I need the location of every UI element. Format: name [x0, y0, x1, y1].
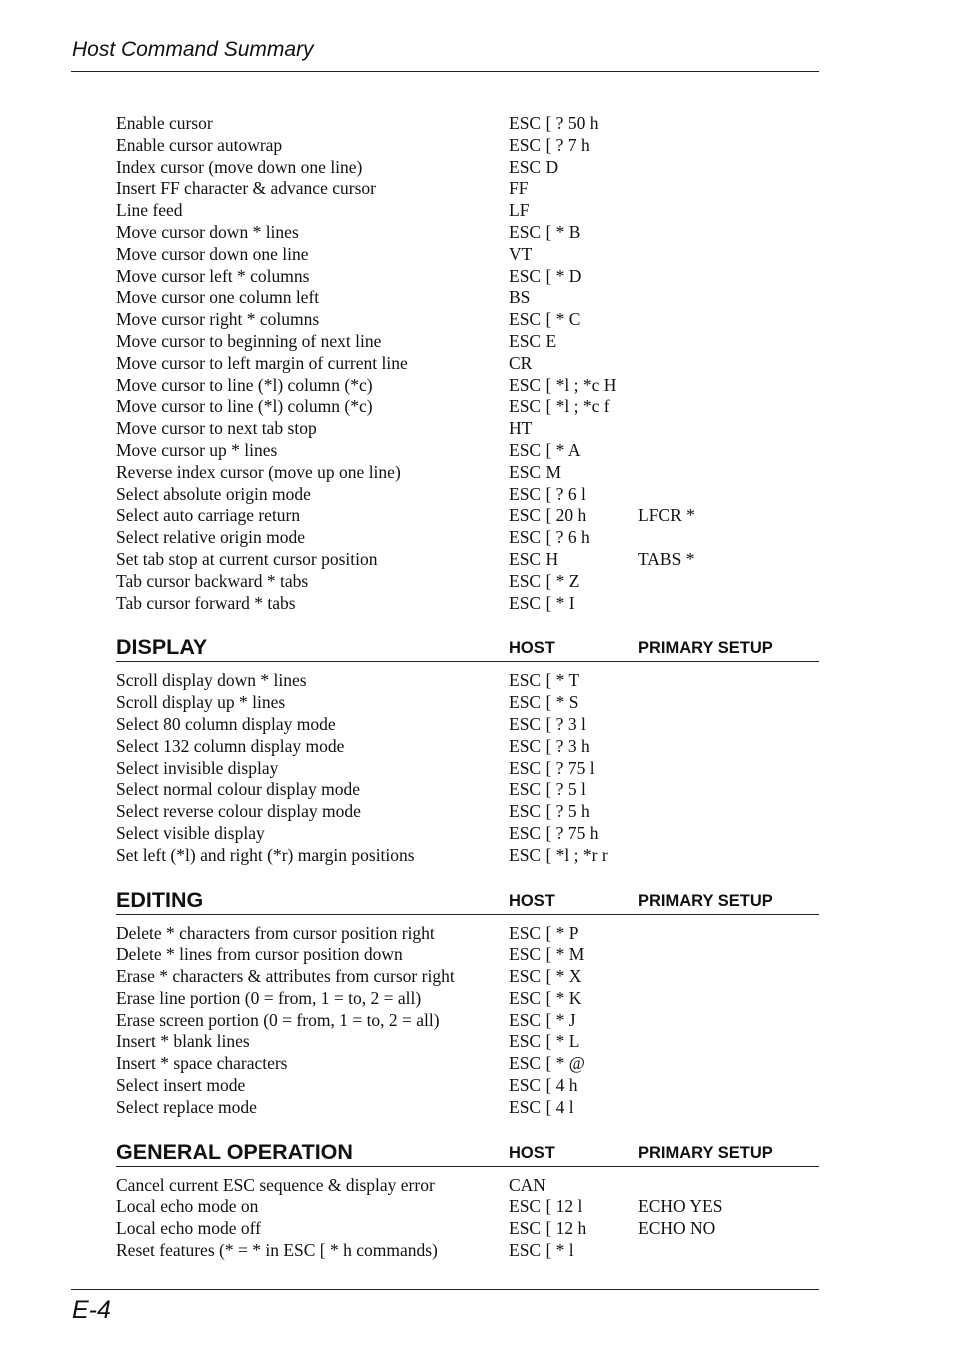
- command-description: Tab cursor forward * tabs: [116, 592, 296, 613]
- command-description: Reset features (* = * in ESC [ * h commands): [116, 1240, 438, 1261]
- setup-option: [638, 736, 819, 758]
- host-sequence: ESC [ * @: [509, 1053, 585, 1074]
- section-header: [116, 886, 819, 915]
- setup-option: [638, 571, 819, 593]
- setup-option: [638, 823, 819, 845]
- setup-option: TABS *: [638, 548, 695, 569]
- footer-rule: [71, 1289, 819, 1290]
- command-row: [116, 309, 819, 331]
- command-description: Enable cursor: [116, 113, 213, 133]
- section-rows: [116, 670, 819, 866]
- command-description: Insert FF character & advance cursor: [116, 178, 376, 199]
- setup-option: [638, 157, 819, 179]
- setup-option: [638, 331, 819, 353]
- setup-option: [638, 244, 819, 266]
- host-sequence: ESC [ ? 6 l: [509, 483, 586, 504]
- command-description: Select normal colour display mode: [116, 779, 360, 800]
- command-row: [116, 923, 819, 945]
- host-sequence: ESC D: [509, 156, 559, 177]
- command-row: [116, 670, 819, 692]
- host-column-heading: HOST: [509, 1143, 555, 1162]
- command-row: [116, 353, 819, 375]
- command-description: Erase screen portion (0 = from, 1 = to, 2 = all): [116, 1009, 440, 1030]
- host-sequence: VT: [509, 243, 533, 264]
- setup-option: [638, 222, 819, 244]
- command-row: [116, 178, 819, 200]
- command-row: [116, 1240, 819, 1262]
- section-title: EDITING: [116, 887, 204, 912]
- command-description: Move cursor right * columns: [116, 309, 320, 330]
- command-description: Delete * characters from cursor position right: [116, 922, 435, 943]
- host-sequence: HT: [509, 418, 533, 439]
- command-description: Insert * space characters: [116, 1053, 288, 1074]
- setup-option: [638, 1240, 819, 1262]
- setup-option: [638, 923, 819, 945]
- setup-option: [638, 113, 819, 135]
- host-sequence: ESC [ *l ; *r r: [509, 844, 608, 865]
- command-description: Select 80 column display mode: [116, 713, 336, 734]
- cursor-commands-list: [116, 113, 819, 614]
- setup-option: [638, 309, 819, 331]
- setup-option: [638, 670, 819, 692]
- host-sequence: ESC [ * J: [509, 1009, 576, 1030]
- host-sequence: ESC [ * A: [509, 439, 581, 460]
- host-sequence: ESC [ * P: [509, 922, 579, 943]
- host-sequence: ESC [ * L: [509, 1031, 580, 1052]
- command-description: Select 132 column display mode: [116, 735, 345, 756]
- command-description: Select replace mode: [116, 1096, 257, 1117]
- command-description: Move cursor to left margin of current line: [116, 352, 408, 373]
- setup-option: [638, 462, 819, 484]
- host-sequence: ESC [ * T: [509, 670, 580, 691]
- host-sequence: ESC [ ? 3 h: [509, 735, 590, 756]
- setup-option: [638, 396, 819, 418]
- command-row: [116, 758, 819, 780]
- command-description: Scroll display down * lines: [116, 670, 307, 691]
- command-description: Move cursor to line (*l) column (*c): [116, 374, 373, 395]
- setup-option: [638, 593, 819, 615]
- command-description: Select insert mode: [116, 1075, 246, 1096]
- command-row: [116, 714, 819, 736]
- command-row: [116, 222, 819, 244]
- command-row: [116, 692, 819, 714]
- host-sequence: ESC [ ? 3 l: [509, 713, 586, 734]
- command-description: Move cursor down one line: [116, 243, 309, 264]
- setup-option: [638, 440, 819, 462]
- host-sequence: ESC [ * K: [509, 987, 582, 1008]
- setup-option: [638, 527, 819, 549]
- command-description: Insert * blank lines: [116, 1031, 250, 1052]
- command-description: Scroll display up * lines: [116, 692, 286, 713]
- command-description: Select invisible display: [116, 757, 279, 778]
- command-row: [116, 823, 819, 845]
- command-row: [116, 1010, 819, 1032]
- command-sections: [116, 633, 819, 1262]
- setup-column-heading: PRIMARY SETUP: [638, 639, 773, 658]
- host-sequence: ESC [ * X: [509, 966, 582, 987]
- host-sequence: ESC [ * S: [509, 692, 579, 713]
- setup-column-heading: PRIMARY SETUP: [638, 1143, 773, 1162]
- setup-option: LFCR *: [638, 505, 695, 526]
- command-description: Select reverse colour display mode: [116, 801, 361, 822]
- host-sequence: BS: [509, 287, 531, 308]
- host-sequence: ESC [ ? 50 h: [509, 113, 599, 133]
- command-row: [116, 505, 819, 527]
- command-row: [116, 266, 819, 288]
- host-sequence: ESC M: [509, 461, 562, 482]
- command-row: [116, 845, 819, 867]
- setup-option: [638, 845, 819, 867]
- command-description: Move cursor to beginning of next line: [116, 330, 382, 351]
- setup-option: [638, 135, 819, 157]
- command-description: Cancel current ESC sequence & display error: [116, 1174, 435, 1195]
- command-row: [116, 462, 819, 484]
- section-rows: [116, 1175, 819, 1262]
- command-row: [116, 549, 819, 571]
- setup-option: [638, 1097, 819, 1119]
- host-sequence: ESC [ *l ; *c H: [509, 374, 617, 395]
- setup-option: [638, 266, 819, 288]
- host-sequence: ESC [ ? 5 h: [509, 801, 590, 822]
- host-sequence: LF: [509, 200, 530, 221]
- command-description: Move cursor to next tab stop: [116, 418, 317, 439]
- setup-option: [638, 484, 819, 506]
- command-table: [116, 113, 819, 1262]
- section-header: [116, 1138, 819, 1167]
- setup-option: [638, 178, 819, 200]
- command-row: [116, 287, 819, 309]
- command-row: [116, 135, 819, 157]
- command-description: Move cursor one column left: [116, 287, 320, 308]
- host-sequence: ESC [ * M: [509, 944, 585, 965]
- host-sequence: ESC [ * I: [509, 592, 575, 613]
- command-description: Select auto carriage return: [116, 505, 301, 526]
- command-description: Erase line portion (0 = from, 1 = to, 2 = all): [116, 987, 422, 1008]
- setup-option: [638, 353, 819, 375]
- command-row: [116, 113, 819, 135]
- command-row: [116, 157, 819, 179]
- command-row: [116, 944, 819, 966]
- host-sequence: ESC [ * D: [509, 265, 582, 286]
- command-row: [116, 736, 819, 758]
- command-row: [116, 966, 819, 988]
- host-sequence: ESC E: [509, 330, 557, 351]
- setup-option: [638, 1075, 819, 1097]
- setup-option: [638, 200, 819, 222]
- host-column-heading: HOST: [509, 891, 555, 910]
- command-row: [116, 331, 819, 353]
- command-description: Move cursor to line (*l) column (*c): [116, 396, 373, 417]
- setup-option: [638, 966, 819, 988]
- command-row: [116, 1196, 819, 1218]
- section-title: DISPLAY: [116, 635, 208, 660]
- command-row: [116, 988, 819, 1010]
- host-sequence: ESC H: [509, 548, 559, 569]
- setup-option: ECHO NO: [638, 1218, 716, 1239]
- command-description: Set tab stop at current cursor position: [116, 548, 378, 569]
- section-header: [116, 633, 819, 662]
- setup-option: [638, 758, 819, 780]
- command-row: [116, 200, 819, 222]
- command-description: Move cursor up * lines: [116, 439, 278, 460]
- command-description: Move cursor down * lines: [116, 221, 299, 242]
- host-sequence: ESC [ ? 5 l: [509, 779, 586, 800]
- setup-option: [638, 287, 819, 309]
- command-description: Tab cursor backward * tabs: [116, 570, 309, 591]
- command-description: Reverse index cursor (move up one line): [116, 461, 401, 482]
- command-description: Select absolute origin mode: [116, 483, 311, 504]
- host-sequence: FF: [509, 178, 529, 199]
- command-description: Enable cursor autowrap: [116, 134, 283, 155]
- command-row: [116, 527, 819, 549]
- command-row: [116, 1218, 819, 1240]
- command-description: Erase * characters & attributes from cursor right: [116, 966, 455, 987]
- setup-option: ECHO YES: [638, 1196, 723, 1217]
- command-description: Line feed: [116, 200, 183, 221]
- command-row: [116, 593, 819, 615]
- setup-option: [638, 1010, 819, 1032]
- command-row: [116, 1175, 819, 1197]
- setup-option: [638, 375, 819, 397]
- section-title: GENERAL OPERATION: [116, 1139, 353, 1164]
- host-sequence: ESC [ 4 l: [509, 1096, 574, 1117]
- command-row: [116, 484, 819, 506]
- host-sequence: CR: [509, 352, 533, 373]
- setup-option: [638, 944, 819, 966]
- host-sequence: ESC [ 20 h: [509, 505, 587, 526]
- command-row: [116, 440, 819, 462]
- command-row: [116, 418, 819, 440]
- page-number: E-4: [72, 1296, 111, 1324]
- command-row: [116, 571, 819, 593]
- command-row: [116, 375, 819, 397]
- setup-option: [638, 779, 819, 801]
- command-row: [116, 1097, 819, 1119]
- host-sequence: ESC [ ? 6 h: [509, 527, 590, 548]
- command-row: [116, 244, 819, 266]
- command-row: [116, 801, 819, 823]
- host-sequence: CAN: [509, 1174, 546, 1195]
- command-row: [116, 1075, 819, 1097]
- command-description: Set left (*l) and right (*r) margin positions: [116, 844, 415, 865]
- command-row: [116, 1053, 819, 1075]
- header-rule: [71, 71, 819, 72]
- host-sequence: ESC [ * Z: [509, 570, 580, 591]
- running-header: Host Command Summary: [72, 38, 314, 61]
- setup-option: [638, 418, 819, 440]
- host-column-heading: HOST: [509, 639, 555, 658]
- setup-option: [638, 801, 819, 823]
- command-description: Local echo mode on: [116, 1196, 259, 1217]
- command-description: Local echo mode off: [116, 1218, 261, 1239]
- command-row: [116, 396, 819, 418]
- command-row: [116, 779, 819, 801]
- command-description: Delete * lines from cursor position down: [116, 944, 403, 965]
- setup-column-heading: PRIMARY SETUP: [638, 891, 773, 910]
- host-sequence: ESC [ 12 h: [509, 1218, 587, 1239]
- host-sequence: ESC [ ? 75 l: [509, 757, 595, 778]
- command-description: Index cursor (move down one line): [116, 156, 363, 177]
- setup-option: [638, 1031, 819, 1053]
- host-sequence: ESC [ * l: [509, 1240, 574, 1261]
- host-sequence: ESC [ ? 75 h: [509, 822, 599, 843]
- setup-option: [638, 714, 819, 736]
- command-description: Select relative origin mode: [116, 527, 306, 548]
- section-rows: [116, 923, 819, 1119]
- command-description: Select visible display: [116, 822, 265, 843]
- host-sequence: ESC [ * C: [509, 309, 581, 330]
- setup-option: [638, 988, 819, 1010]
- command-description: Move cursor left * columns: [116, 265, 310, 286]
- setup-option: [638, 1053, 819, 1075]
- command-row: [116, 1031, 819, 1053]
- host-sequence: ESC [ 12 l: [509, 1196, 583, 1217]
- host-sequence: ESC [ ? 7 h: [509, 134, 590, 155]
- host-sequence: ESC [ * B: [509, 221, 581, 242]
- setup-option: [638, 1175, 819, 1197]
- host-sequence: ESC [ 4 h: [509, 1075, 578, 1096]
- setup-option: [638, 692, 819, 714]
- host-sequence: ESC [ *l ; *c f: [509, 396, 610, 417]
